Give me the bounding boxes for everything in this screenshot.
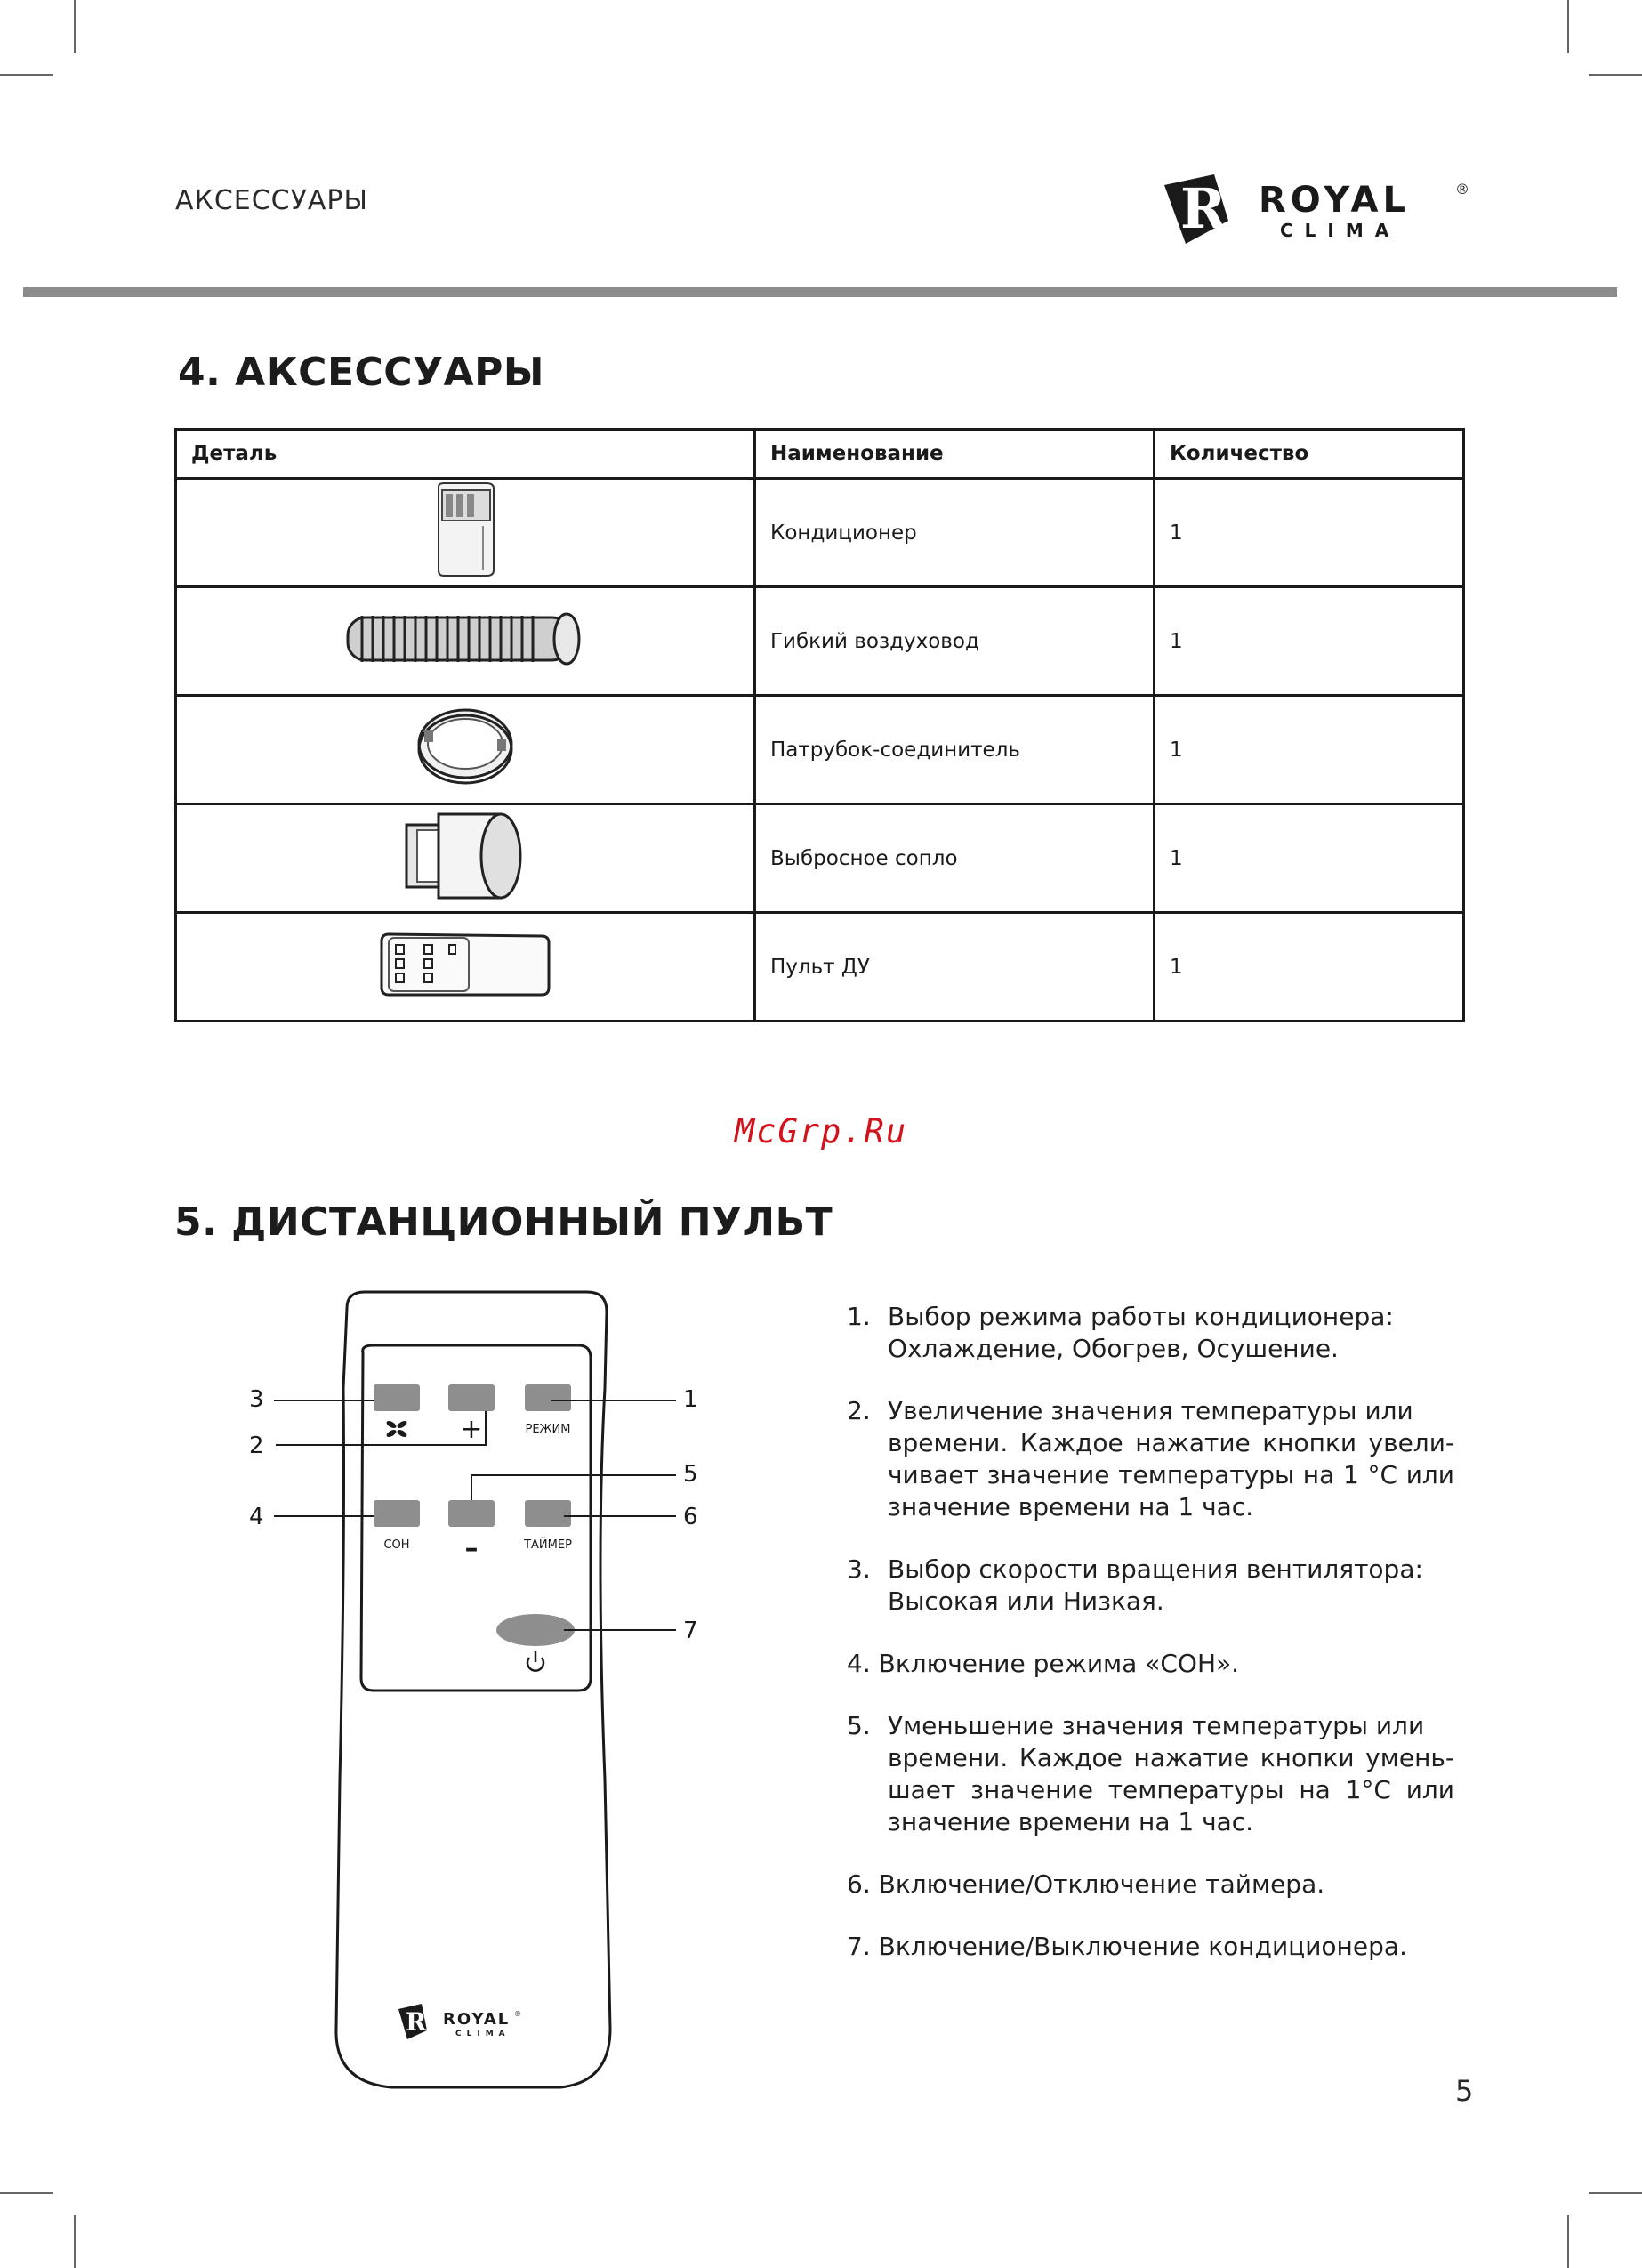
callout-number-6: 6	[683, 1504, 698, 1530]
exhaust-nozzle-icon	[403, 807, 527, 905]
logo-mark: R	[1180, 176, 1227, 241]
accessory-qty: 1	[1155, 479, 1464, 587]
timer-button[interactable]	[525, 1500, 571, 1527]
remote-logo-brand: ROYAL	[443, 2010, 511, 2029]
header-rule	[23, 287, 1617, 297]
fan-button[interactable]	[374, 1384, 420, 1411]
page-number: 5	[1455, 2074, 1474, 2108]
crop-mark	[0, 2192, 53, 2194]
accessory-qty: 1	[1155, 696, 1464, 804]
table-row	[176, 696, 1464, 804]
accessories-table	[174, 428, 1465, 1022]
list-item: 2. Увеличение значения температуры или времени. Каждое нажатие кнопки увели-чивает значение температуры на 1 °С или значение времени на 1 час.	[847, 1396, 1454, 1521]
mode-label: РЕЖИМ	[525, 1423, 571, 1436]
power-button[interactable]	[496, 1614, 575, 1646]
list-item: 3. Выбор скорости вращения вентилятора: Высокая или Низкая.	[847, 1554, 1423, 1616]
mode-button[interactable]	[525, 1384, 571, 1411]
logo-registered: ®	[1455, 181, 1469, 198]
remote-logo-mark: R	[406, 2007, 427, 2037]
minus-label: –	[464, 1533, 479, 1564]
logo-brand: ROYAL	[1259, 180, 1410, 221]
table-header-row	[176, 430, 1464, 479]
accessory-name: Гибкий воздуховод	[755, 587, 1155, 696]
remote-logo-sub: CLIMA	[455, 2030, 511, 2038]
list-item: 6. Включение/Отключение таймера.	[847, 1869, 1325, 1899]
crop-mark	[1589, 74, 1642, 76]
air-conditioner-icon	[430, 481, 501, 579]
connector-ring-icon	[412, 703, 519, 792]
accessory-name: Выбросное сопло	[755, 804, 1155, 913]
table-row	[176, 804, 1464, 913]
callout-number-2: 2	[249, 1433, 264, 1459]
table-row	[176, 479, 1464, 587]
remote-functions-list	[847, 1301, 1454, 1993]
sleep-label: СОН	[383, 1538, 410, 1552]
column-header: Наименование	[755, 430, 1155, 479]
list-item: 5. Уменьшение значения температуры или времени. Каждое нажатие кнопки умень-шает значение температуры на 1°С или значение времени на 1 час.	[847, 1711, 1454, 1836]
minus-button[interactable]	[448, 1500, 495, 1527]
accessory-name: Пульт ДУ	[755, 913, 1155, 1021]
callout-number-5: 5	[683, 1461, 698, 1488]
callout-number-4: 4	[249, 1504, 264, 1530]
table-row	[176, 913, 1464, 1021]
sleep-button[interactable]	[374, 1500, 420, 1527]
callout-number-1: 1	[683, 1386, 698, 1413]
list-item: 1. Выбор режима работы кондиционера: Охлаждение, Обогрев, Осушение.	[847, 1302, 1394, 1363]
crop-mark	[74, 2215, 76, 2268]
remote-control-diagram	[222, 1281, 685, 2100]
flexible-duct-icon	[341, 603, 590, 674]
crop-mark	[1567, 0, 1569, 53]
column-header: Деталь	[176, 430, 755, 479]
accessory-qty: 1	[1155, 913, 1464, 1021]
timer-label: ТАЙМЕР	[524, 1538, 572, 1552]
accessory-qty: 1	[1155, 804, 1464, 913]
remote-control-icon	[376, 929, 554, 1000]
callout-number-3: 3	[249, 1386, 264, 1413]
crop-mark	[74, 0, 76, 53]
remote-logo-registered: ®	[514, 2010, 521, 2018]
remote-heading: 5. ДИСТАНЦИОННЫЙ ПУЛЬТ	[174, 1199, 833, 1245]
logo-sub: CLIMA	[1280, 220, 1401, 241]
callout-number-7: 7	[683, 1618, 698, 1644]
accessories-heading: 4. АКСЕССУАРЫ	[178, 350, 544, 395]
accessory-name: Кондиционер	[755, 479, 1155, 587]
list-item: 4. Включение режима «СОН».	[847, 1649, 1240, 1678]
crop-mark	[1567, 2215, 1569, 2268]
plus-button[interactable]	[448, 1384, 495, 1411]
header-section-title: АКСЕССУАРЫ	[175, 185, 368, 216]
list-item: 7. Включение/Выключение кондиционера.	[847, 1932, 1407, 1961]
crop-mark	[1589, 2192, 1642, 2194]
accessory-name: Патрубок-соединитель	[755, 696, 1155, 804]
table-row	[176, 587, 1464, 696]
watermark: McGrp.Ru	[734, 1112, 908, 1150]
accessory-qty: 1	[1155, 587, 1464, 696]
column-header: Количество	[1155, 430, 1464, 479]
royal-clima-logo	[1161, 169, 1474, 249]
crop-mark	[0, 74, 53, 76]
plus-label: +	[460, 1414, 483, 1445]
